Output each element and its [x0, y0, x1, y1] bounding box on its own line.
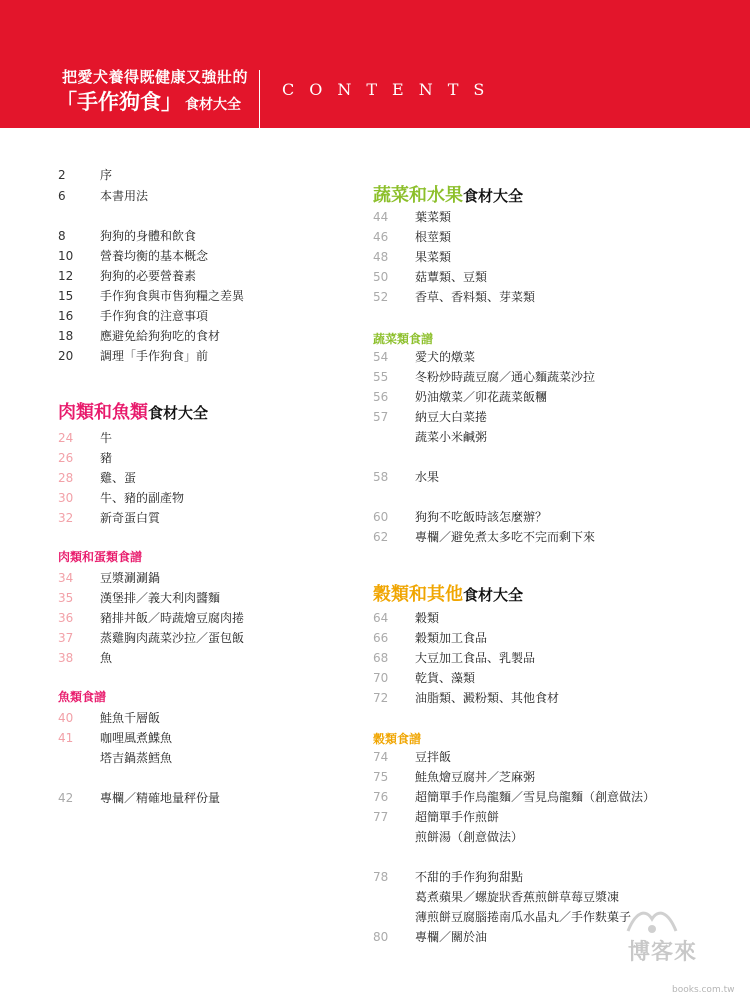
page-number: 8: [58, 229, 66, 243]
entry-title: 穀類加工食品: [415, 631, 488, 645]
entry-title: 營養均衡的基本概念: [100, 249, 209, 263]
page-number: 40: [58, 711, 74, 725]
entry-title: 奶油燉菜／卯花蔬菜飯糰: [415, 390, 548, 404]
page-number: 46: [373, 230, 389, 244]
page-number: 77: [373, 810, 389, 824]
page-number: 78: [373, 870, 389, 884]
section-title-grain: [373, 580, 523, 606]
entry-title: 豆拌飯: [415, 750, 452, 764]
watermark-logo-icon: [622, 905, 682, 937]
section-title-veg: [373, 181, 523, 207]
entry-title: 超簡單手作煎餅: [415, 810, 500, 824]
entry-title: 漢堡排／義大利肉醬麵: [100, 591, 221, 605]
header-title-suffix: 食材大全: [185, 97, 241, 113]
watermark-url: books.com.tw: [672, 985, 735, 995]
entry-title: 果菜類: [415, 250, 452, 264]
page-number: 20: [58, 349, 74, 363]
page-number: 70: [373, 671, 389, 685]
page-number: 74: [373, 750, 389, 764]
page-number: 24: [58, 431, 74, 445]
subsection-title-grain-recipes: 穀類食譜: [373, 732, 422, 746]
entry-title: 乾貨、藻類: [415, 671, 476, 685]
page-number: 41: [58, 731, 74, 745]
page-number: 32: [58, 511, 74, 525]
page-number: 57: [373, 410, 389, 424]
entry-title: 油脂類、澱粉類、其他食材: [415, 691, 560, 705]
entry-title: 葉菜類: [415, 210, 452, 224]
section-title-colored: 肉類和魚類: [58, 402, 148, 423]
page-number: 16: [58, 309, 74, 323]
entry-title: 煎餅湯（創意做法）: [415, 830, 524, 844]
entry-title: 魚: [100, 651, 113, 665]
entry-title: 菇蕈類、豆類: [415, 270, 488, 284]
header-banner: [0, 0, 750, 128]
page-number: 34: [58, 571, 74, 585]
entry-title: 穀類: [415, 611, 440, 625]
entry-title: 冬粉炒時蔬豆腐／通心麵蔬菜沙拉: [415, 370, 596, 384]
page-number: 66: [373, 631, 389, 645]
page-number: 37: [58, 631, 74, 645]
page-number: 55: [373, 370, 389, 384]
entry-title: 應避免給狗狗吃的食材: [100, 329, 221, 343]
page-number: 12: [58, 269, 74, 283]
page-number: 28: [58, 471, 74, 485]
entry-title: 狗狗的必要營養素: [100, 269, 197, 283]
entry-title: 牛: [100, 431, 113, 445]
entry-title: 狗狗不吃飯時該怎麼辦？: [415, 510, 548, 524]
entry-title: 豬: [100, 451, 113, 465]
page-number: 58: [373, 470, 389, 484]
page-number: 36: [58, 611, 74, 625]
page-number: 18: [58, 329, 74, 343]
entry-title: 鮭魚燴豆腐丼／芝麻粥: [415, 770, 536, 784]
entry-title: 專欄／避免煮太多吃不完而剩下來: [415, 530, 596, 544]
watermark: [622, 905, 740, 1000]
page-number: 64: [373, 611, 389, 625]
page-number: 75: [373, 770, 389, 784]
entry-title: 葛煮蘋果／螺旋狀香蕉煎餅草莓豆漿凍: [415, 890, 620, 904]
page-number: 26: [58, 451, 74, 465]
entry-title: 雞、蛋: [100, 471, 137, 485]
entry-title: 根莖類: [415, 230, 452, 244]
page-number: 54: [373, 350, 389, 364]
page-number: 44: [373, 210, 389, 224]
entry-title: 蔬菜小米鹹粥: [415, 430, 488, 444]
entry-title: 手作狗食的注意事項: [100, 309, 209, 323]
section-title-colored: 穀類和其他: [373, 584, 463, 605]
entry-title: 牛、豬的副產物: [100, 491, 185, 505]
entry-title: 專欄／精確地量秤份量: [100, 791, 221, 805]
subsection-title-meat-recipes: 肉類和蛋類食譜: [58, 550, 143, 564]
entry-title: 香草、香料類、芽菜類: [415, 290, 536, 304]
entry-title: 薄煎餅豆腐腦捲南瓜水晶丸／手作麩菓子: [415, 910, 632, 924]
page-number: 35: [58, 591, 74, 605]
entry-title: 豆漿涮涮鍋: [100, 571, 161, 585]
entry-title: 鮭魚千層飯: [100, 711, 161, 725]
page-number: 68: [373, 651, 389, 665]
entry-title: 序: [100, 168, 113, 182]
section-title-suffix: 食材大全: [463, 187, 524, 205]
page-number: 50: [373, 270, 389, 284]
page-number: 56: [373, 390, 389, 404]
entry-title: 手作狗食與市售狗糧之差異: [100, 289, 245, 303]
page-number: 38: [58, 651, 74, 665]
entry-title: 本書用法: [100, 189, 149, 203]
entry-title: 豬排丼飯／時蔬燴豆腐肉捲: [100, 611, 245, 625]
entry-title: 塔吉鍋蒸鱈魚: [100, 751, 173, 765]
contents-heading: CONTENTS: [282, 80, 500, 99]
page-number: 6: [58, 189, 66, 203]
page-number: 52: [373, 290, 389, 304]
page-number: 62: [373, 530, 389, 544]
entry-title: 蒸雞胸肉蔬菜沙拉／蛋包飯: [100, 631, 245, 645]
page-number: 10: [58, 249, 74, 263]
page-number: 76: [373, 790, 389, 804]
section-title-meat: [58, 398, 208, 424]
entry-title: 納豆大白菜捲: [415, 410, 488, 424]
header-title: [56, 86, 241, 116]
section-title-suffix: 食材大全: [463, 586, 524, 604]
entry-title: 新奇蛋白質: [100, 511, 161, 525]
header-divider: [259, 70, 260, 128]
entry-title: 專欄／關於油: [415, 930, 488, 944]
entry-title: 大豆加工食品、乳製品: [415, 651, 536, 665]
section-title-colored: 蔬菜和水果: [373, 185, 463, 206]
entry-title: 不甜的手作狗狗甜點: [415, 870, 524, 884]
entry-title: 超簡單手作烏龍麵／雪見烏龍麵（創意做法）: [415, 790, 656, 804]
page-number: 15: [58, 289, 74, 303]
page-number: 80: [373, 930, 389, 944]
subsection-title-veg-recipes: 蔬菜類食譜: [373, 332, 434, 346]
watermark-text: 博客來: [628, 940, 698, 965]
entry-title: 水果: [415, 470, 440, 484]
subsection-title-fish-recipes: 魚類食譜: [58, 690, 107, 704]
entry-title: 狗狗的身體和飲食: [100, 229, 197, 243]
page-number: 30: [58, 491, 74, 505]
page-number: 60: [373, 510, 389, 524]
header-title-main: 「手作狗食」: [56, 90, 182, 114]
page-number: 72: [373, 691, 389, 705]
page-number: 48: [373, 250, 389, 264]
entry-title: 愛犬的燉菜: [415, 350, 476, 364]
page-number: 2: [58, 168, 66, 182]
entry-title: 咖哩風煮鰈魚: [100, 731, 173, 745]
entry-title: 調理「手作狗食」前: [100, 349, 209, 363]
header-subtitle: 把愛犬養得既健康又強壯的: [62, 68, 249, 86]
section-title-suffix: 食材大全: [148, 404, 209, 422]
page-number: 42: [58, 791, 74, 805]
